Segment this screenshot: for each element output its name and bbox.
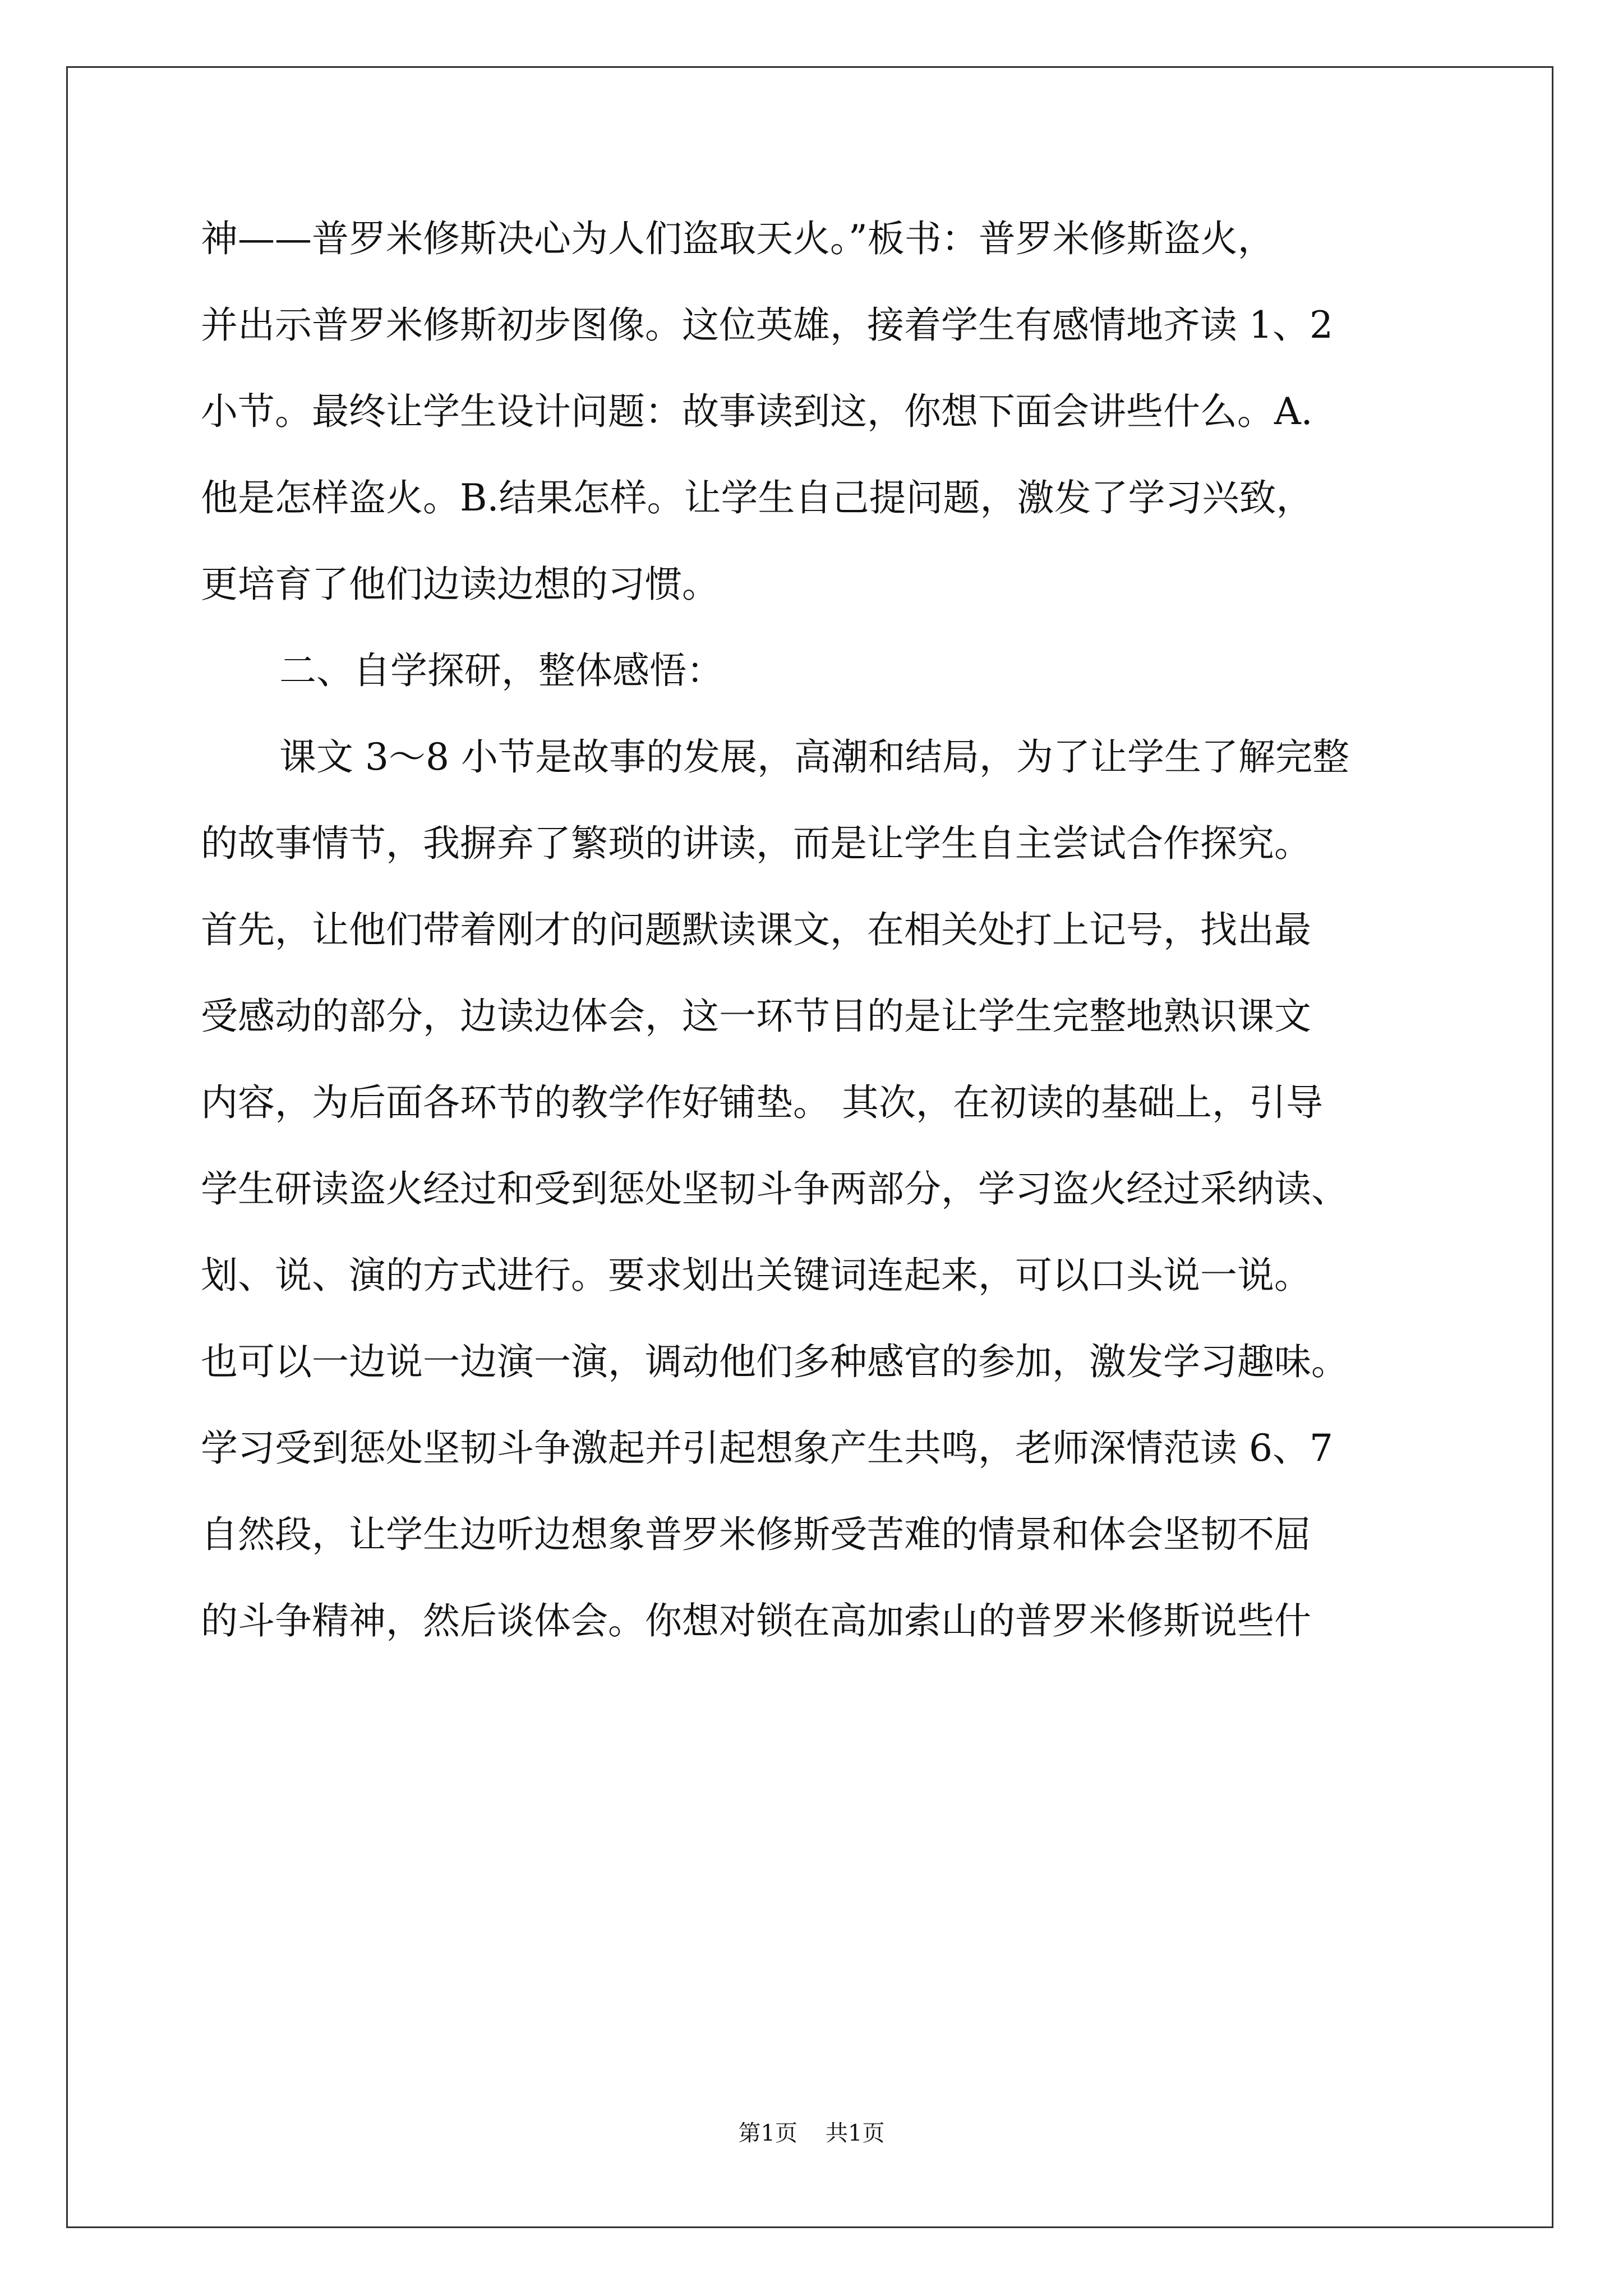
- body-text-line: 也可以一边说一边演一演，调动他们多种感官的参加，激发学习趣味。: [201, 1340, 1348, 1383]
- body-text-line: 首先，让他们带着刚才的问题默读课文，在相关处打上记号，找出最: [201, 908, 1311, 951]
- body-text-line: 他是怎样盗火。B.结果怎样。让学生自己提问题，激发了学习兴致，: [201, 476, 1313, 519]
- body-text-line: 的故事情节，我摒弃了繁琐的讲读，而是让学生自主尝试合作探究。: [201, 822, 1311, 865]
- body-text-line: 的斗争精神，然后谈体会。你想对锁在高加索山的普罗米修斯说些什: [201, 1599, 1311, 1642]
- body-text-line: 小节。最终让学生设计问题：故事读到这，你想下面会讲些什么。A.: [201, 390, 1313, 433]
- paragraph-first-line: 课文 3～8 小节是故事的发展，高潮和结局，为了让学生了解完整: [279, 735, 1349, 779]
- body-text-line: 更培育了他们边读边想的习惯。: [201, 563, 719, 606]
- body-text-line: 学生研读盗火经过和受到惩处坚韧斗争两部分，学习盗火经过采纳读、: [201, 1167, 1348, 1211]
- page-footer: [0, 2119, 1623, 2147]
- body-text-line: 并出示普罗米修斯初步图像。这位英雄，接着学生有感情地齐读 1、2: [201, 303, 1333, 347]
- page-total: 共1页: [826, 2120, 885, 2146]
- body-text-line: 学习受到惩处坚韧斗争激起并引起想象产生共鸣，老师深情范读 6、7: [201, 1427, 1333, 1470]
- body-text-line: 划、说、演的方式进行。要求划出关键词连起来，可以口头说一说。: [201, 1254, 1311, 1297]
- body-text-line: 自然段，让学生边听边想象普罗米修斯受苦难的情景和体会坚韧不屈: [201, 1513, 1311, 1556]
- body-text-line: 神——普罗米修斯决心为人们盗取天火。”板书：普罗米修斯盗火，: [201, 217, 1275, 260]
- body-text-line: 内容，为后面各环节的教学作好铺垫。 其次，在初读的基础上，引导: [201, 1081, 1323, 1124]
- section-heading: 二、自学探研，整体感悟：: [279, 649, 723, 692]
- body-text-line: 受感动的部分，边读边体会，这一环节目的是让学生完整地熟识课文: [201, 995, 1311, 1038]
- page-number: 第1页: [738, 2120, 797, 2146]
